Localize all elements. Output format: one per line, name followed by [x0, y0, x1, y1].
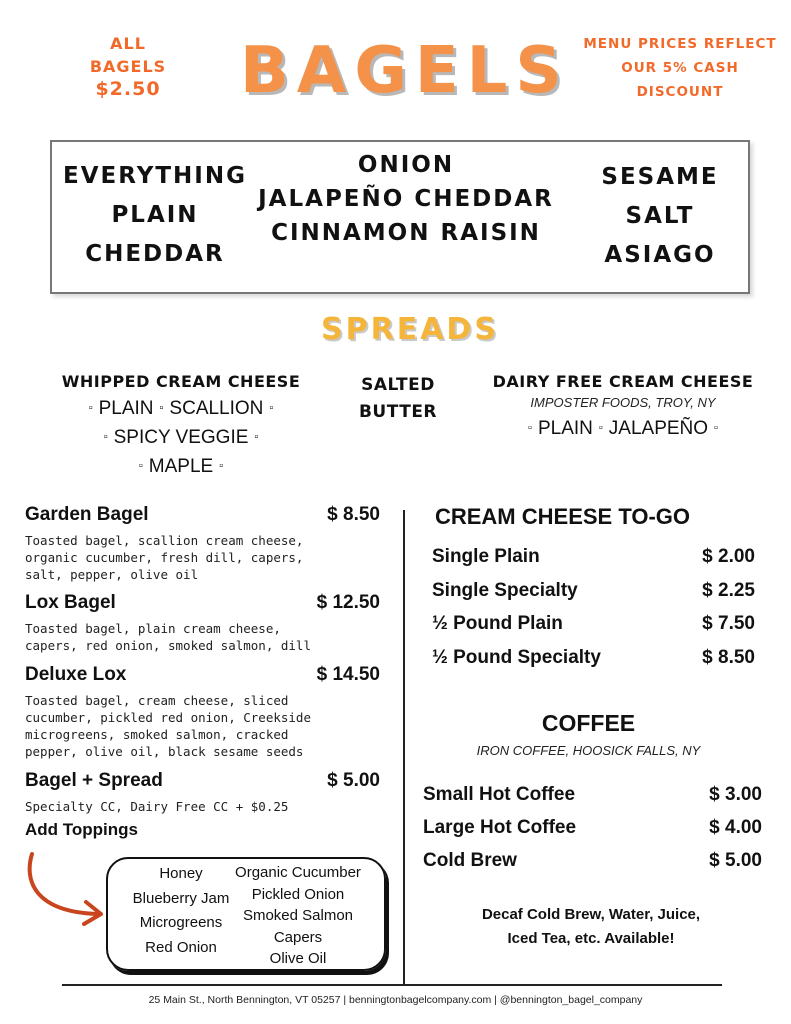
- item-name: Bagel + Spread: [25, 770, 163, 791]
- price-row: [423, 784, 762, 817]
- topping-item: Microgreens: [139, 914, 223, 931]
- topping-item: Blueberry Jam: [132, 889, 230, 907]
- whipped-heading: WHIPPED CREAM CHEESE: [61, 372, 301, 391]
- cream-cheese-to-go-section: [425, 504, 760, 680]
- row-price: $ 7.50: [702, 613, 755, 634]
- flavor-item: ONION: [357, 152, 455, 178]
- option-label: MAPLE: [148, 456, 214, 477]
- other-drinks-note: [418, 903, 766, 951]
- item-description: [25, 620, 380, 654]
- promo-line: ALL: [110, 34, 146, 53]
- footer-divider: [62, 984, 722, 986]
- desc-line: Toasted bagel, plain cream cheese,: [25, 621, 281, 636]
- item-description: [25, 692, 380, 760]
- row-name: Large Hot Coffee: [423, 817, 577, 838]
- price-row: [423, 850, 762, 883]
- column-divider: [403, 510, 405, 985]
- coffee-roaster: IRON COFFEE, HOOSICK FALLS, NY: [476, 743, 701, 758]
- item-description: [25, 798, 380, 815]
- dairy-free-options: [478, 414, 768, 443]
- price-row: [423, 817, 762, 850]
- item-price: $ 8.50: [327, 504, 380, 525]
- desc-line: Toasted bagel, cream cheese, sliced: [25, 693, 289, 708]
- butter-heading-line: SALTED: [361, 375, 435, 395]
- promo-line: $2.50: [95, 78, 161, 100]
- flavor-item: EVERYTHING: [63, 163, 247, 189]
- flavor-item: ASIAGO: [604, 242, 716, 268]
- bullet-icon: ▫: [269, 402, 274, 414]
- item-name: Garden Bagel: [25, 504, 149, 525]
- item-name: Lox Bagel: [25, 592, 116, 613]
- row-name: ½ Pound Plain: [432, 613, 563, 634]
- page-title: BAGELS: [240, 34, 570, 108]
- bagel-sandwich-list: [25, 504, 380, 840]
- spreads-heading: SPREADS: [321, 312, 499, 347]
- flavor-item: SALT: [625, 203, 695, 229]
- desc-line: Specialty CC, Dairy Free CC + $0.25: [25, 799, 289, 814]
- bullet-icon: ▫: [714, 422, 718, 434]
- row-price: $ 3.00: [709, 784, 762, 805]
- menu-item: [25, 592, 380, 664]
- option-label: PLAIN: [537, 418, 593, 439]
- section-heading: COFFEE: [541, 710, 636, 736]
- topping-item: Organic Cucumber: [235, 864, 361, 881]
- row-name: Single Specialty: [432, 579, 578, 601]
- desc-line: capers, red onion, smoked salmon, dill: [25, 638, 311, 653]
- coffee-section: [418, 710, 766, 951]
- cash-discount-note: [575, 32, 785, 104]
- flavor-column-left: [60, 157, 250, 274]
- bullet-icon: ▫: [88, 402, 93, 414]
- price-list: [418, 784, 766, 883]
- promo-line: OUR 5% CASH: [621, 60, 739, 76]
- toppings-column: [228, 862, 368, 970]
- row-price: $ 2.00: [702, 546, 755, 567]
- price-list: [425, 546, 760, 680]
- row-price: $ 5.00: [709, 850, 762, 871]
- item-name: Deluxe Lox: [25, 664, 127, 685]
- footer-contact: 25 Main St., North Bennington, VT 05257 | benningtonbagelcompany.com | @bennington_bagel_company: [148, 994, 643, 1006]
- bullet-icon: ▫: [219, 460, 224, 472]
- flavor-item: SESAME: [601, 164, 719, 190]
- price-promo: [78, 32, 178, 101]
- price-row: [432, 613, 755, 647]
- row-name: Cold Brew: [423, 850, 517, 871]
- bullet-icon: ▫: [528, 422, 532, 434]
- salted-butter-section: [348, 372, 448, 426]
- flavor-item: PLAIN: [111, 202, 199, 228]
- dairy-free-maker: IMPOSTER FOODS, TROY, NY: [530, 395, 716, 410]
- row-price: $ 8.50: [702, 646, 755, 668]
- desc-line: pepper, olive oil, black sesame seeds: [25, 744, 304, 759]
- row-name: Single Plain: [432, 546, 540, 567]
- menu-item: [25, 770, 380, 820]
- bullet-icon: ▫: [254, 431, 259, 443]
- topping-item: Olive Oil: [269, 950, 327, 967]
- promo-line: MENU PRICES REFLECT: [583, 36, 777, 52]
- row-name: ½ Pound Specialty: [432, 646, 601, 668]
- dairy-free-heading: DAIRY FREE CREAM CHEESE: [492, 372, 754, 391]
- flavor-item: CINNAMON RAISIN: [271, 220, 541, 246]
- option-label: JALAPEÑO: [608, 418, 709, 439]
- flavor-item: CHEDDAR: [85, 241, 225, 267]
- option-label: PLAIN: [98, 398, 154, 419]
- whipped-cream-cheese-section: [45, 372, 317, 481]
- item-price: $ 5.00: [327, 770, 380, 791]
- whipped-options: [45, 394, 317, 481]
- row-name: Small Hot Coffee: [423, 784, 576, 805]
- item-price: $ 14.50: [316, 664, 380, 685]
- row-price: $ 2.25: [702, 579, 755, 601]
- note-line: Iced Tea, etc. Available!: [507, 930, 675, 947]
- bullet-icon: ▫: [598, 422, 603, 434]
- promo-line: DISCOUNT: [636, 84, 724, 100]
- price-row: [432, 580, 755, 614]
- desc-line: Toasted bagel, scallion cream cheese,: [25, 533, 304, 548]
- desc-line: microgreens, smoked salmon, cracked: [25, 727, 289, 742]
- topping-item: Smoked Salmon: [242, 907, 354, 924]
- dairy-free-section: [478, 372, 768, 443]
- menu-item: [25, 664, 380, 770]
- section-heading: CREAM CHEESE TO-GO: [434, 504, 691, 529]
- bullet-icon: ▫: [103, 431, 108, 443]
- desc-line: organic cucumber, fresh dill, capers,: [25, 550, 304, 565]
- note-line: Decaf Cold Brew, Water, Juice,: [481, 906, 701, 923]
- toppings-column: [123, 862, 239, 960]
- butter-heading-line: BUTTER: [358, 402, 438, 422]
- flavor-item: JALAPEÑO CHEDDAR: [258, 186, 554, 212]
- flavor-column-right: [585, 158, 735, 275]
- item-price: $ 12.50: [316, 592, 380, 613]
- bullet-icon: ▫: [159, 402, 164, 414]
- price-row: [432, 546, 755, 580]
- option-label: SPICY VEGGIE: [113, 427, 249, 448]
- topping-item: Honey: [159, 865, 203, 882]
- row-price: $ 4.00: [709, 817, 762, 838]
- curved-arrow-icon: [22, 850, 108, 930]
- flavor-column-middle: [250, 148, 562, 250]
- desc-line: cucumber, pickled red onion, Creekside: [25, 710, 311, 725]
- menu-item: [25, 504, 380, 592]
- option-label: SCALLION: [169, 398, 264, 419]
- price-row: [432, 647, 755, 681]
- topping-item: Capers: [273, 928, 323, 946]
- topping-item: Pickled Onion: [251, 885, 345, 903]
- bullet-icon: ▫: [138, 460, 143, 472]
- item-description: [25, 532, 380, 583]
- promo-line: BAGELS: [89, 57, 167, 76]
- toppings-heading: Add Toppings: [25, 820, 138, 839]
- topping-item: Red Onion: [145, 938, 217, 956]
- desc-line: salt, pepper, olive oil: [25, 567, 199, 582]
